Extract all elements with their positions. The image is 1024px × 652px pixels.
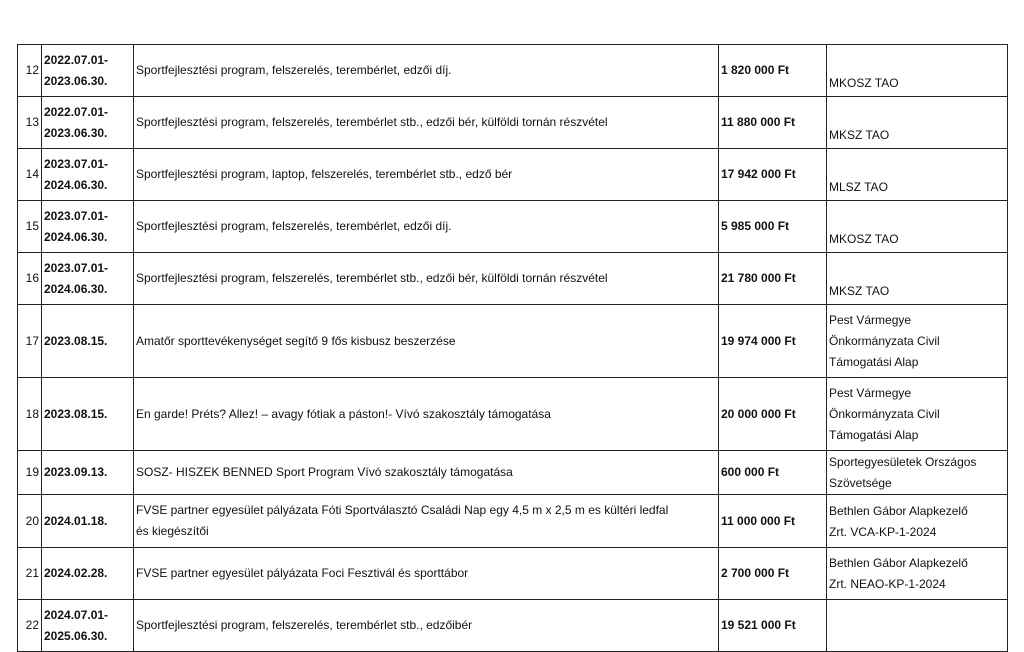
row-description: SOSZ- HISZEK BENNED Sport Program Vívó szakosztály támogatása [134,451,719,495]
row-funder: Pest Vármegye Önkormányzata Civil Támogatási Alap [827,378,1008,451]
row-number: 19 [18,451,42,495]
row-description: Sportfejlesztési program, laptop, felszerelés, terembérlet stb., edző bér [134,149,719,201]
row-description: Sportfejlesztési program, felszerelés, terembérlet stb., edzői bér, külföldi tornán részvétel [134,253,719,305]
table-row [18,201,1008,253]
row-amount: 19 521 000 Ft [719,600,827,652]
row-amount: 21 780 000 Ft [719,253,827,305]
row-funder: MKSZ TAO [827,97,1008,149]
row-amount: 11 880 000 Ft [719,97,827,149]
row-description: Sportfejlesztési program, felszerelés, terembérlet, edzői díj. [134,201,719,253]
row-funder: Pest Vármegye Önkormányzata Civil Támogatási Alap [827,305,1008,378]
table-row [18,45,1008,97]
row-date: 2023.07.01- 2024.06.30. [42,149,134,201]
row-funder: MKOSZ TAO [827,201,1008,253]
table-row [18,253,1008,305]
table-row [18,548,1008,600]
table-row [18,451,1008,495]
row-date: 2024.01.18. [42,495,134,548]
row-description: En garde! Préts? Allez! – avagy fótiak a páston!- Vívó szakosztály támogatása [134,378,719,451]
table-row [18,495,1008,548]
row-date: 2023.08.15. [42,305,134,378]
row-date: 2023.07.01- 2024.06.30. [42,253,134,305]
table-row [18,600,1008,652]
row-description: FVSE partner egyesület pályázata Fóti Sportválasztó Családi Nap egy 4,5 m x 2,5 m es kültéri ledfal és kiegészítői [134,495,719,548]
row-number: 20 [18,495,42,548]
row-amount: 11 000 000 Ft [719,495,827,548]
row-description: Amatőr sporttevékenységet segítő 9 fős kisbusz beszerzése [134,305,719,378]
row-funder: Bethlen Gábor Alapkezelő Zrt. VCA-KP-1-2024 [827,495,1008,548]
table-row [18,378,1008,451]
table-row [18,149,1008,201]
row-date: 2022.07.01- 2023.06.30. [42,97,134,149]
row-funder [827,600,1008,652]
row-amount: 20 000 000 Ft [719,378,827,451]
row-amount: 19 974 000 Ft [719,305,827,378]
row-number: 12 [18,45,42,97]
row-funder: MLSZ TAO [827,149,1008,201]
row-description: Sportfejlesztési program, felszerelés, terembérlet, edzői díj. [134,45,719,97]
row-funder: Bethlen Gábor Alapkezelő Zrt. NEAO-KP-1-2024 [827,548,1008,600]
row-amount: 1 820 000 Ft [719,45,827,97]
row-description: Sportfejlesztési program, felszerelés, terembérlet stb., edzői bér, külföldi tornán részvétel [134,97,719,149]
row-number: 21 [18,548,42,600]
grants-table-body [18,45,1008,652]
row-description: Sportfejlesztési program, felszerelés, terembérlet stb., edzőibér [134,600,719,652]
row-date: 2023.07.01- 2024.06.30. [42,201,134,253]
row-number: 13 [18,97,42,149]
row-date: 2024.02.28. [42,548,134,600]
table-row [18,305,1008,378]
table-row [18,97,1008,149]
row-date: 2022.07.01- 2023.06.30. [42,45,134,97]
row-date: 2024.07.01- 2025.06.30. [42,600,134,652]
row-funder: MKOSZ TAO [827,45,1008,97]
row-amount: 2 700 000 Ft [719,548,827,600]
row-number: 18 [18,378,42,451]
row-number: 15 [18,201,42,253]
row-amount: 5 985 000 Ft [719,201,827,253]
row-funder: Sportegyesületek Országos Szövetsége [827,451,1008,495]
row-date: 2023.09.13. [42,451,134,495]
row-date: 2023.08.15. [42,378,134,451]
grants-table [17,44,1008,652]
row-number: 22 [18,600,42,652]
row-amount: 600 000 Ft [719,451,827,495]
row-description: FVSE partner egyesület pályázata Foci Fesztivál és sporttábor [134,548,719,600]
row-number: 17 [18,305,42,378]
row-funder: MKSZ TAO [827,253,1008,305]
row-number: 14 [18,149,42,201]
row-amount: 17 942 000 Ft [719,149,827,201]
row-number: 16 [18,253,42,305]
